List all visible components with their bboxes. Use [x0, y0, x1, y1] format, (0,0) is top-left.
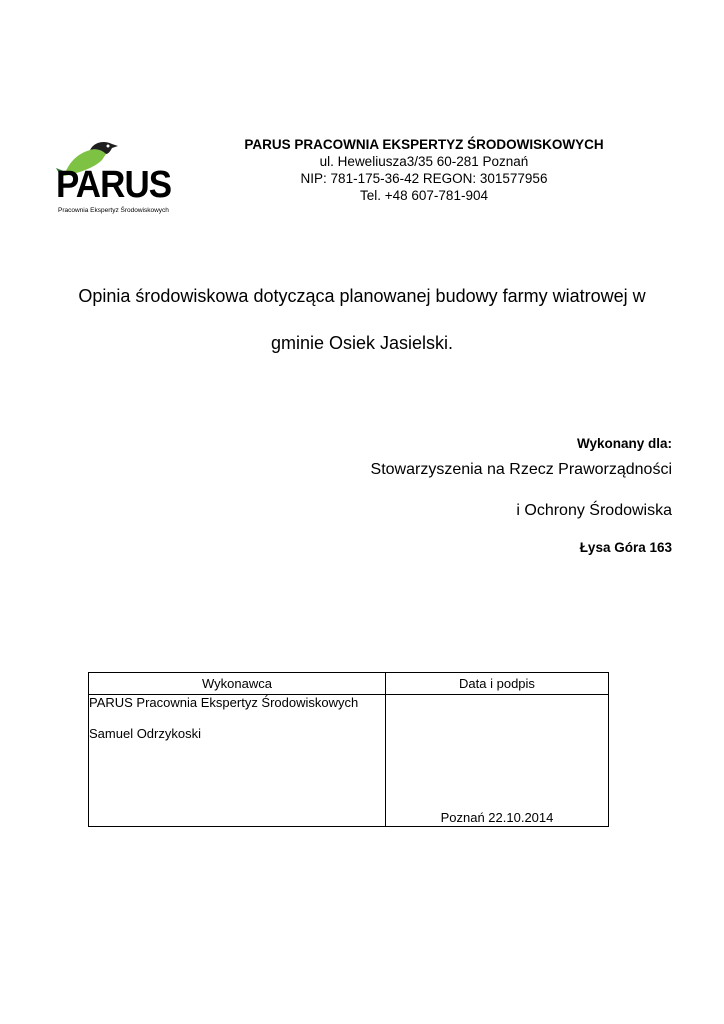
document-title-line2: gminie Osiek Jasielski. — [270, 333, 454, 353]
client-name-line1: Stowarzyszenia na Rzecz Praworządności — [370, 461, 672, 478]
contractor-cell — [89, 695, 386, 827]
date-place: Poznań 22.10.2014 — [440, 810, 554, 825]
header-contractor: Wykonawca — [89, 673, 386, 695]
company-phone: Tel. +48 607-781-904 — [360, 188, 488, 203]
table-row — [89, 695, 609, 827]
company-ids: NIP: 781-175-36-42 REGON: 301577956 — [300, 171, 548, 186]
made-for-label: Wykonany dla: — [576, 436, 672, 451]
contractor-person: Samuel Odrzykoski — [89, 726, 201, 741]
header-date-signature: Data i podpis — [386, 673, 609, 695]
logo-subtitle: Pracownia Ekspertyz Środowiskowych — [58, 207, 169, 214]
company-header — [200, 136, 648, 204]
table-header-row — [89, 673, 609, 695]
contractor-company: PARUS Pracownia Ekspertyz Środowiskowych — [89, 695, 359, 710]
client-location: Łysa Góra 163 — [579, 540, 672, 555]
client-name-line2: i Ochrony Środowiska — [516, 502, 672, 519]
company-address: ul. Heweliusza3/35 60-281 Poznań — [319, 154, 529, 169]
company-name: PARUS PRACOWNIA EKSPERTYZ ŚRODOWISKOWYCH — [244, 137, 604, 152]
parus-logo — [56, 138, 180, 220]
document-title-line1: Opinia środowiskowa dotycząca planowanej budowy farmy wiatrowej w — [78, 286, 646, 306]
signature-table — [88, 672, 609, 827]
logo-wordmark: PARUS — [56, 164, 172, 206]
date-signature-cell — [386, 695, 609, 827]
